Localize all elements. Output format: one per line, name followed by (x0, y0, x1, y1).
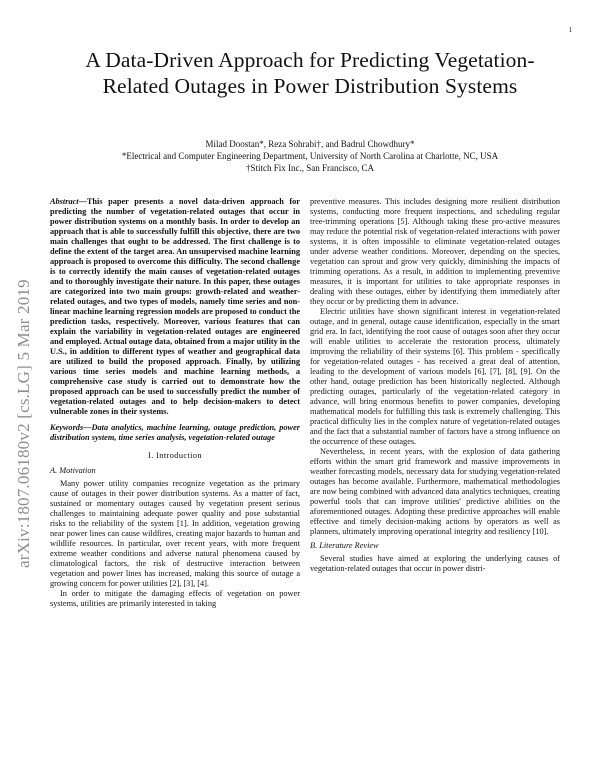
author-list: Milad Doostan*, Reza Sohrabi†, and Badrul Chowdhury* (205, 139, 415, 149)
paragraph: Several studies have aimed at exploring the underlying causes of vegetation-related outages that occur in power distri- (310, 554, 560, 573)
affiliation-uncc: *Electrical and Computer Engineering Department, University of North Carolina at Charlotte, NC, USA (121, 151, 499, 161)
abstract-label: Abstract (50, 197, 79, 206)
affiliation-stitchfix: †Stitch Fix Inc., San Francisco, CA (246, 163, 374, 173)
page-number: 1 (568, 26, 572, 34)
right-column (310, 197, 560, 574)
keywords-text: —Data analytics, machine learning, outage prediction, power distribution system, time series analysis, vegetation-related outage (50, 423, 300, 442)
left-column (50, 197, 300, 609)
paper-title: A Data-Driven Approach for Predicting Vegetation-Related Outages in Power Distribution Systems (85, 48, 535, 98)
paragraph: Nevertheless, in recent years, with the explosion of data gathering efforts within the smart grid framework and massive improvements in weather forecasting models, necessary data for studying vegetation-related outages has become available. Furthermore, mathematical methodologies are now being combined with advanced data analytics techniques, creating powerful tools that can improve utilities' predictive abilities on the aforementioned outages. Adopting these predictive approaches will enable effective and timely decision-making actions by operators as well as planners, ultimately improving operational integrity and resiliency [10]. (310, 447, 560, 536)
paragraph: In order to mitigate the damaging effects of vegetation on power systems, utilities are primarily interested in taking (50, 589, 300, 608)
keywords-label: Keywords (50, 423, 84, 432)
paragraph: Electric utilities have shown significant interest in vegetation-related outage, and in general, outage cause identification, especially in the smart grid era. In fact, identifying the root cause of outages soon after they occur will enable utilities to accelerate the restoration process, ultimately improving the reliability of their systems [6]. This problem - specifically for vegetation-related outages - has received a great deal of attention, leading to the development of various models [6], [7], [8], [9]. On the other hand, outage prediction has been historically neglected. Although predicting outages, particularly of the vegetation-related category in advance, will bring enormous benefits to power companies, developing mathematical models for fulfilling this task is extremely challenging. This practical difficulty lies in the complex nature of vegetation-related outages and the fact that a substantial number of factors have a strong influence on the occurrence of these outages. (310, 307, 560, 446)
abstract (50, 197, 300, 417)
paragraph: preventive measures. This includes designing more resilient distribution systems, conducting more frequent inspections, and scheduling regular tree-trimming operations [5]. Although taking these pro-active measures may reduce the potential risk of vegetation-related interactions with power systems, it is often impossible to eliminate vegetation-related outages under adverse weather conditions. Moreover, depending on the species, vegetation can sprout and grow very quickly, diminishing the impacts of trimming operations. As a result, in addition to implementing preventive measures, it is important for utilities to take appropriate responses in dealing with these outages, either by identifying them immediately after they occur or by predicting them in advance. (310, 197, 560, 306)
index-terms (50, 423, 300, 443)
section-heading-introduction: I. Introduction (148, 451, 202, 460)
subsection-heading-literature-review: B. Literature Review (310, 541, 379, 550)
abstract-text: —This paper presents a novel data-driven approach for predicting the number of vegetation-related outages that occur in power distribution systems on a monthly basis. In order to develop an approach that is able to successfully fulfill this objective, there are two main challenges that ought to be addressed. The first challenge is to define the extent of the target area. An unsupervised machine learning approach is proposed to overcome this difficulty. The second challenge is to correctly identify the main causes of vegetation-related outages and to thoroughly investigate their nature. In this paper, these outages are categorized into two main groups: growth-related and weather-related outages, and two types of models, namely time series and non-linear machine learning regression models are proposed to conduct the prediction tasks, respectively. Moreover, various features that can explain the variability in vegetation-related outages are engineered and employed. Actual outage data, obtained from a major utility in the U.S., in addition to different types of weather and geographical data are utilized to build the proposed approach. Finally, by utilizing various time series models and machine learning methods, a comprehensive case study is carried out to demonstrate how the proposed approach can be used to successfully predict the number of vegetation-related outages and to help decision-makers to detect vulnerable zones in their systems. (50, 197, 300, 416)
paragraph: Many power utility companies recognize vegetation as the primary cause of outages in their power distribution systems. As a matter of fact, sustained or momentary outages caused by vegetation present serious challenges to maintaining adequate power quality and pose substantial risks to the reliability of the system [1]. In addition, vegetation growing near power lines can cause wildfires, creating major hazards to human and wildlife resources. In particular, over recent years, with more frequent extreme weather conditions and adverse natural phenomena caused by climatological factors, the risk of destructive interaction between vegetation and power lines has increased, making this source of outage a growing concern for power utilities [2], [3], [4]. (50, 479, 300, 588)
subsection-heading-motivation: A. Motivation (50, 466, 96, 475)
arxiv-identifier-stamp[interactable]: arXiv:1807.06180v2 [cs.LG] 5 Mar 2019 (14, 279, 33, 568)
